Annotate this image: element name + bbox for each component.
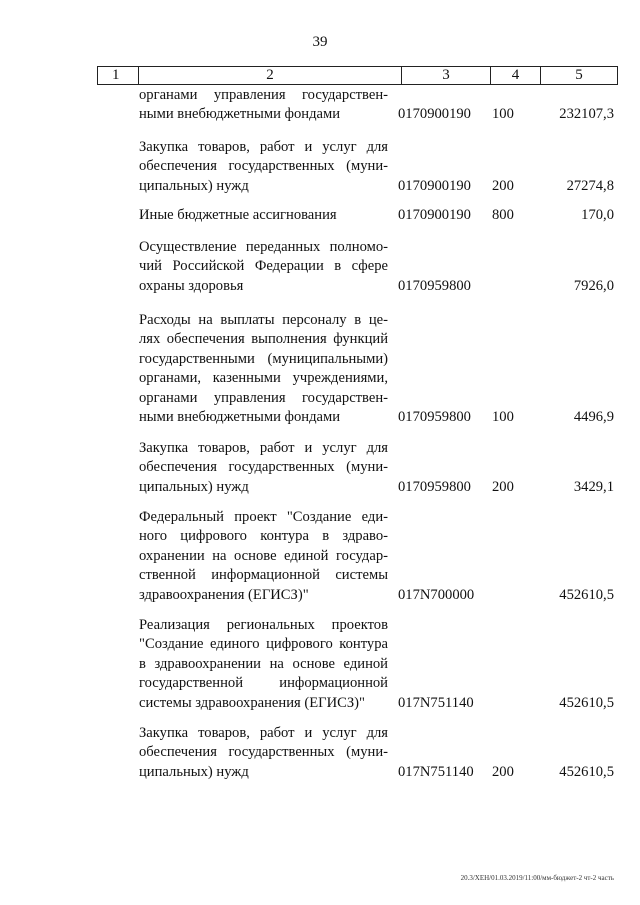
row-sum: 452610,5 bbox=[559, 694, 614, 711]
row-description bbox=[139, 311, 388, 427]
row-sum: 4496,9 bbox=[573, 409, 614, 425]
header-col-2: 2 bbox=[139, 67, 402, 84]
description-line: Реализация региональных проектов bbox=[139, 617, 388, 633]
row-sum: 27274,8 bbox=[566, 177, 614, 194]
description-line: ципальных) нужд bbox=[139, 478, 249, 495]
description-line: обеспечения государственных (муни- bbox=[139, 459, 388, 476]
row-code: 0170900190 bbox=[398, 177, 471, 194]
row-sum: 232107,3 bbox=[559, 106, 614, 123]
table-header bbox=[97, 66, 618, 85]
row-code: 0170900190 bbox=[398, 106, 471, 123]
row-description bbox=[139, 206, 388, 225]
description-line: чий Российской Федерации в сфере bbox=[139, 258, 388, 275]
description-line: охранении на основе единой государ- bbox=[139, 547, 388, 564]
row-description bbox=[139, 508, 388, 605]
row-code: 0170959800 bbox=[398, 277, 471, 294]
row-description bbox=[139, 86, 388, 125]
description-line: ципальных) нужд bbox=[139, 763, 249, 780]
row-sum: 170,0 bbox=[581, 207, 614, 223]
row-sum: 3429,1 bbox=[573, 478, 614, 495]
description-line: государственными (муниципальными) bbox=[139, 350, 388, 367]
description-line: Федеральный проект "Создание еди- bbox=[139, 509, 388, 525]
page-number: 39 bbox=[312, 34, 328, 50]
description-line: органами управления государствен- bbox=[139, 389, 388, 406]
row-code: 017N751140 bbox=[398, 694, 474, 711]
description-line: охраны здоровья bbox=[139, 277, 244, 294]
row-expense-type: 200 bbox=[492, 478, 514, 495]
row-description bbox=[139, 439, 388, 497]
row-description bbox=[139, 238, 388, 296]
description-line: здравоохранения (ЕГИСЗ)" bbox=[139, 586, 309, 603]
description-line: лях обеспечения выполнения функций bbox=[139, 331, 388, 348]
description-line: ципальных) нужд bbox=[139, 177, 249, 194]
row-description bbox=[139, 724, 388, 782]
header-col-5: 5 bbox=[575, 67, 583, 83]
header-col-3: 3 bbox=[402, 67, 491, 84]
description-line: Закупка товаров, работ и услуг для bbox=[139, 440, 388, 456]
header-col-1: 1 bbox=[98, 67, 139, 84]
row-code: 017N751140 bbox=[398, 763, 474, 780]
row-code: 0170959800 bbox=[398, 409, 471, 425]
description-line: Иные бюджетные ассигнования bbox=[139, 207, 337, 223]
description-line: органами, казенными учреждениями, bbox=[139, 370, 388, 387]
description-line: органами управления государствен- bbox=[139, 87, 388, 103]
row-expense-type: 100 bbox=[492, 106, 514, 123]
row-code: 0170900190 bbox=[398, 207, 471, 223]
description-line: Расходы на выплаты персоналу в це- bbox=[139, 312, 388, 328]
description-line: ственной информационной системы bbox=[139, 567, 388, 584]
description-line: ного цифрового контура в здраво- bbox=[139, 528, 388, 545]
description-line: Закупка товаров, работ и услуг для bbox=[139, 139, 388, 155]
row-sum: 7926,0 bbox=[573, 277, 614, 294]
description-line: обеспечения государственных (муни- bbox=[139, 158, 388, 175]
row-code: 0170959800 bbox=[398, 478, 471, 495]
row-description bbox=[139, 616, 388, 713]
description-line: Осуществление переданных полномо- bbox=[139, 239, 388, 255]
row-sum: 452610,5 bbox=[559, 586, 614, 603]
description-line: обеспечения государственных (муни- bbox=[139, 744, 388, 761]
description-line: государственной информационной bbox=[139, 675, 388, 692]
header-col-4: 4 bbox=[491, 67, 541, 84]
row-expense-type: 200 bbox=[492, 763, 514, 780]
description-line: ными внебюджетными фондами bbox=[139, 106, 341, 123]
description-line: ными внебюджетными фондами bbox=[139, 409, 341, 426]
row-sum: 452610,5 bbox=[559, 763, 614, 780]
row-expense-type: 100 bbox=[492, 409, 514, 425]
description-line: Закупка товаров, работ и услуг для bbox=[139, 725, 388, 741]
row-code: 017N700000 bbox=[398, 586, 475, 603]
row-expense-type: 200 bbox=[492, 177, 514, 194]
description-line: "Создание единого цифрового контура bbox=[139, 636, 388, 653]
row-expense-type: 800 bbox=[492, 207, 514, 223]
footer-note: 20.3/ХЕН/01.03.2019/11:00/мм-бюджет-2 чт-2 часть bbox=[460, 874, 614, 882]
row-description bbox=[139, 138, 388, 196]
description-line: в здравоохранении на основе единой bbox=[139, 655, 388, 672]
description-line: системы здравоохранения (ЕГИСЗ)" bbox=[139, 694, 365, 711]
